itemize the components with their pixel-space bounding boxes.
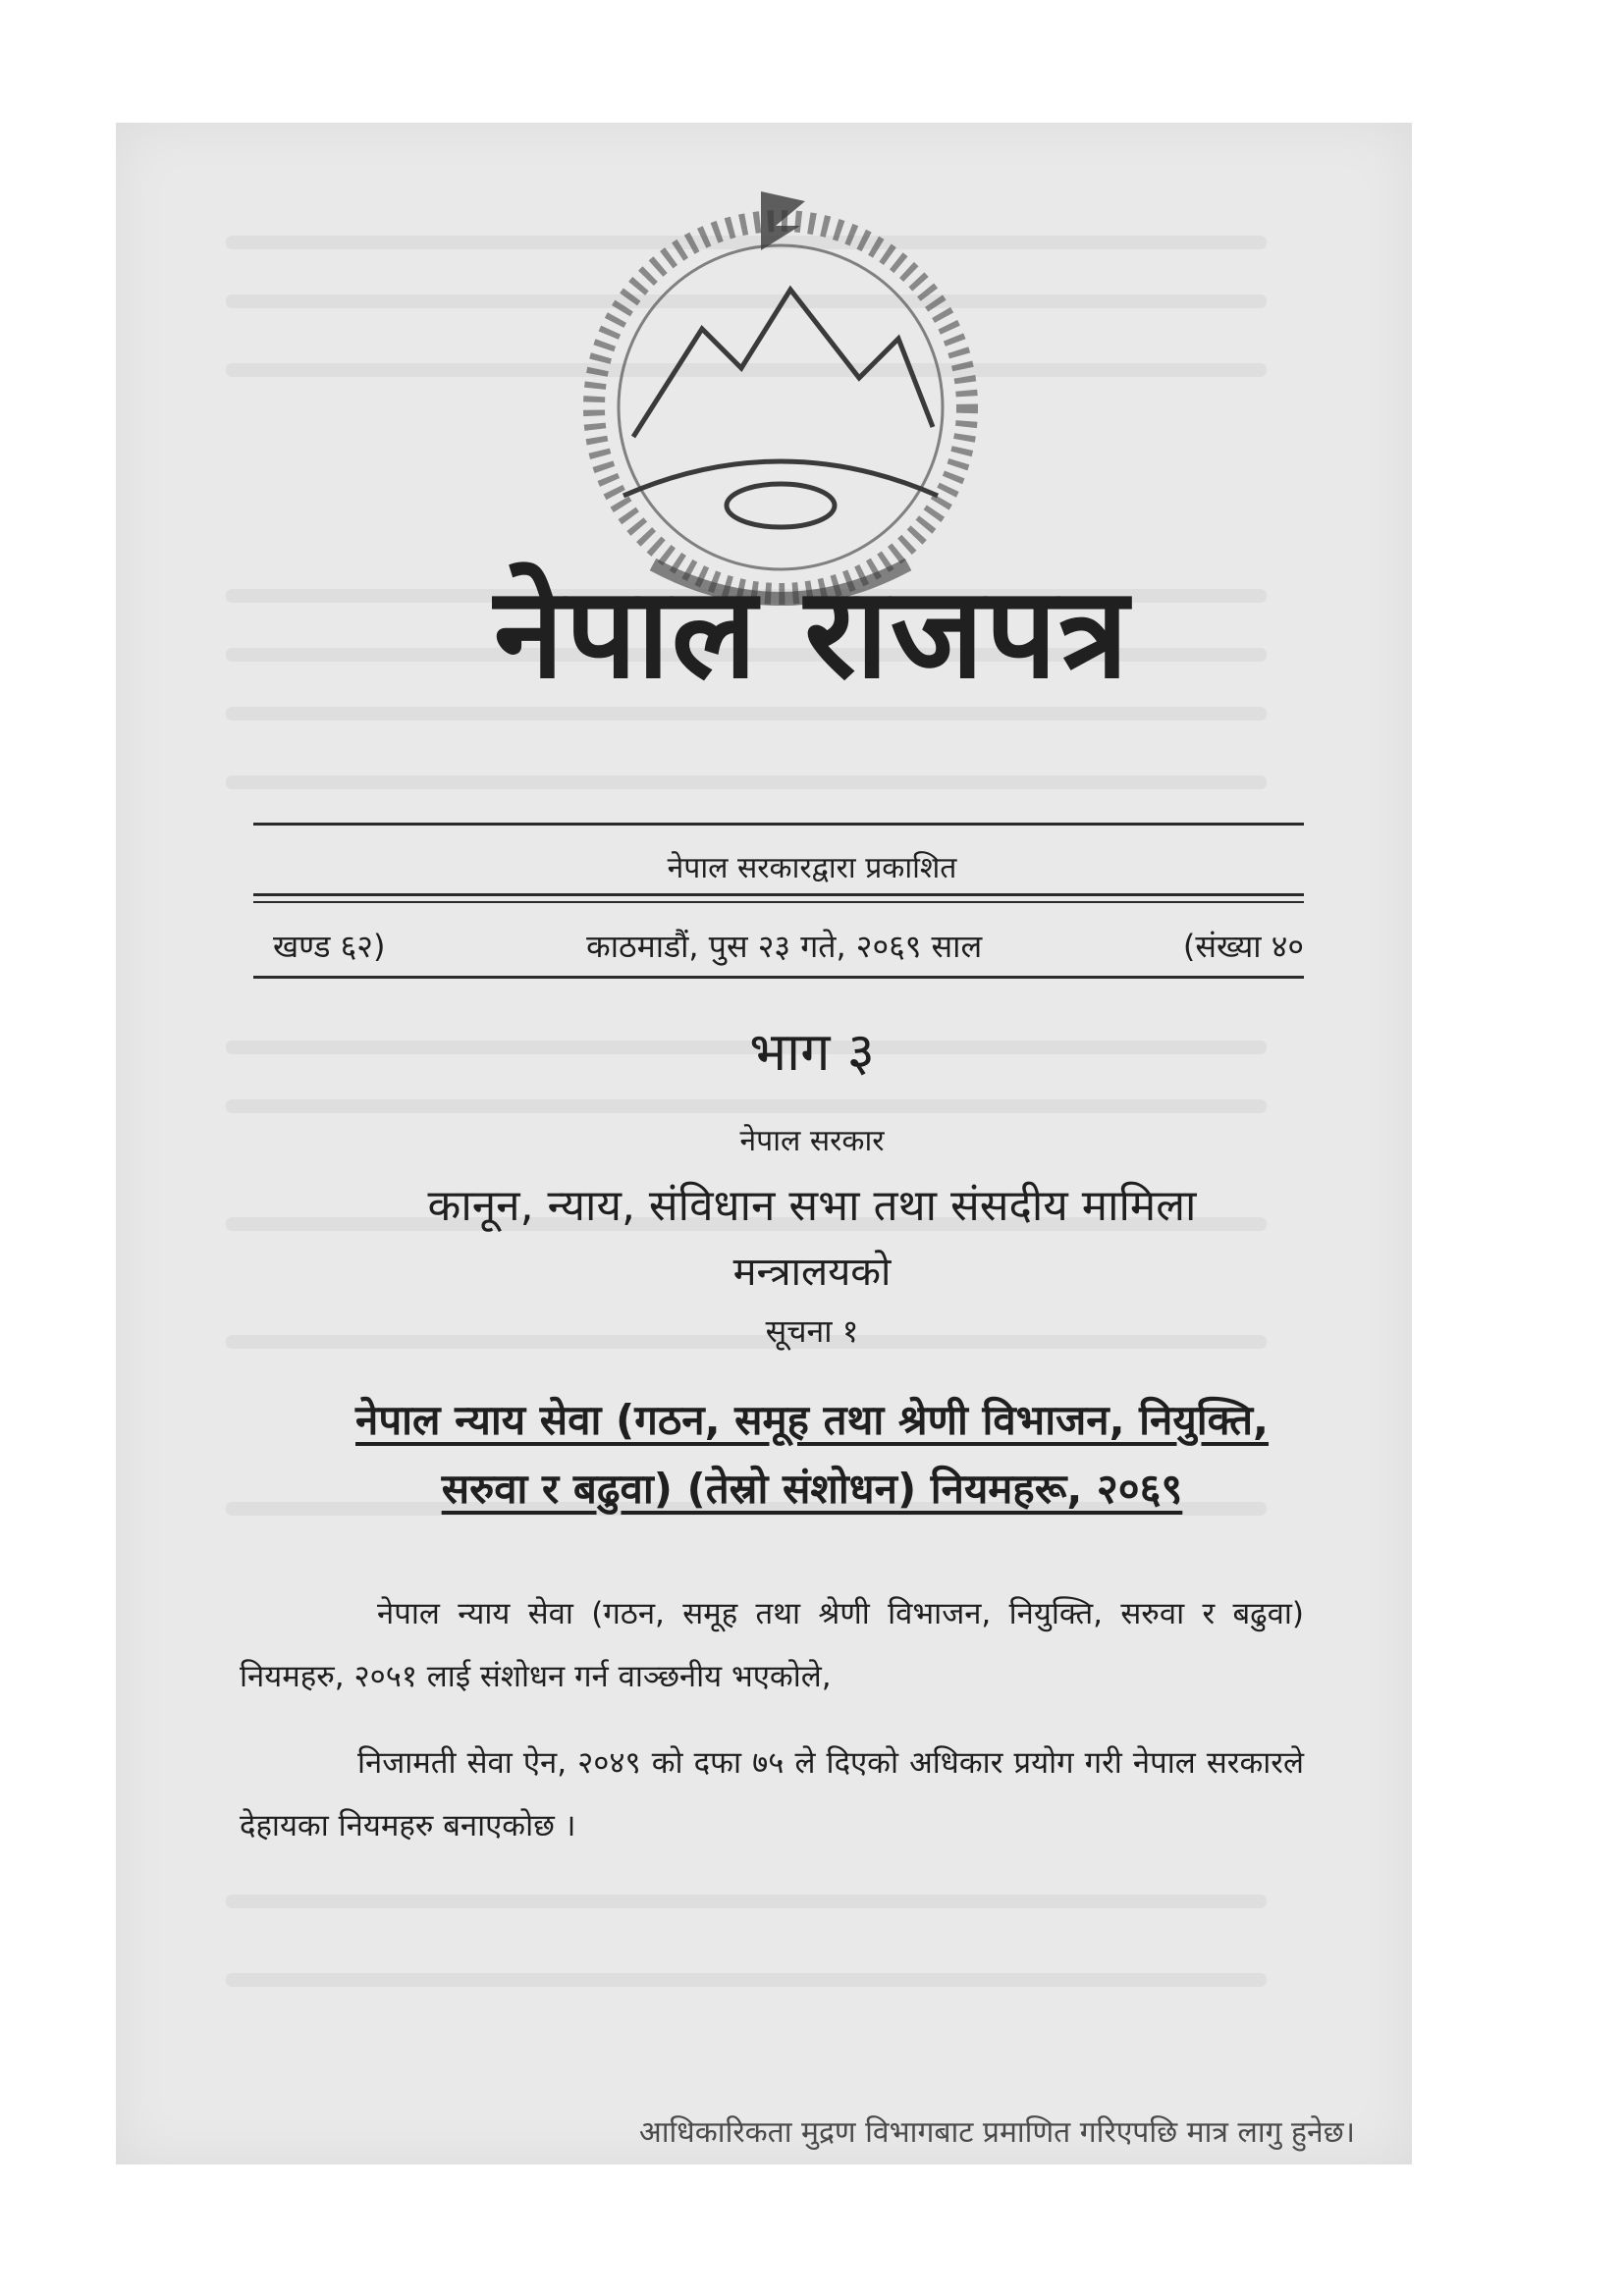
ministry-name-line1: कानून, न्याय, संविधान सभा तथा संसदीय मामिला — [427, 1181, 1197, 1231]
certification-footer: आधिकारिकता मुद्रण विभागबाट प्रमाणित गरिएपछि मात्र लागु हुनेछ। — [638, 2115, 1355, 2150]
rules-title-line1: नेपाल न्याय सेवा (गठन, समूह तथा श्रेणी विभाजन, नियुक्ति, — [355, 1396, 1269, 1444]
ministry-name-line2: मन्त्रालयको — [732, 1250, 892, 1295]
bleed-through-line — [226, 707, 1267, 721]
place-date: काठमाडौं, पुस २३ गते, २०६९ साल — [586, 928, 983, 965]
part-heading: भाग ३ — [749, 1021, 875, 1083]
issue-number: (संख्या ४० — [1182, 928, 1304, 965]
nepal-coat-of-arms-icon — [565, 182, 997, 623]
publisher-line: नेपाल सरकारद्वारा प्रकाशित — [667, 851, 957, 885]
masthead-title: नेपाल राजपत्र — [493, 561, 1131, 707]
rules-title — [0, 1386, 1624, 1523]
bleed-through-line — [226, 1895, 1267, 1908]
bleed-through-line — [226, 1099, 1267, 1113]
volume-rule — [253, 976, 1304, 979]
notice-heading: सूचना १ — [765, 1312, 859, 1350]
top-rule — [253, 823, 1304, 826]
volume-date-line — [273, 925, 1304, 967]
preamble-paragraph: नेपाल न्याय सेवा (गठन, समूह तथा श्रेणी विभाजन, नियुक्ति, सरुवा र बढुवा) नियमहरु, २०५१ लाई संशोधन गर्न वाञ्छनीय भएकोले, — [240, 1596, 1304, 1694]
authority-paragraph: निजामती सेवा ऐन, २०४९ को दफा ७५ ले दिएको अधिकार प्रयोग गरी नेपाल सरकारले देहायका नियमहरु बनाएकोछ । — [240, 1745, 1304, 1843]
volume-number: खण्ड ६२) — [273, 928, 386, 965]
double-rule-upper — [253, 893, 1304, 896]
bleed-through-line — [226, 1973, 1267, 1987]
bleed-through-line — [226, 775, 1267, 789]
double-rule-lower — [253, 901, 1304, 903]
rules-title-line2: सरुवा र बढुवा) (तेस्रो संशोधन) नियमहरू, २०६९ — [441, 1465, 1183, 1513]
government-label: नेपाल सरकार — [739, 1124, 885, 1158]
